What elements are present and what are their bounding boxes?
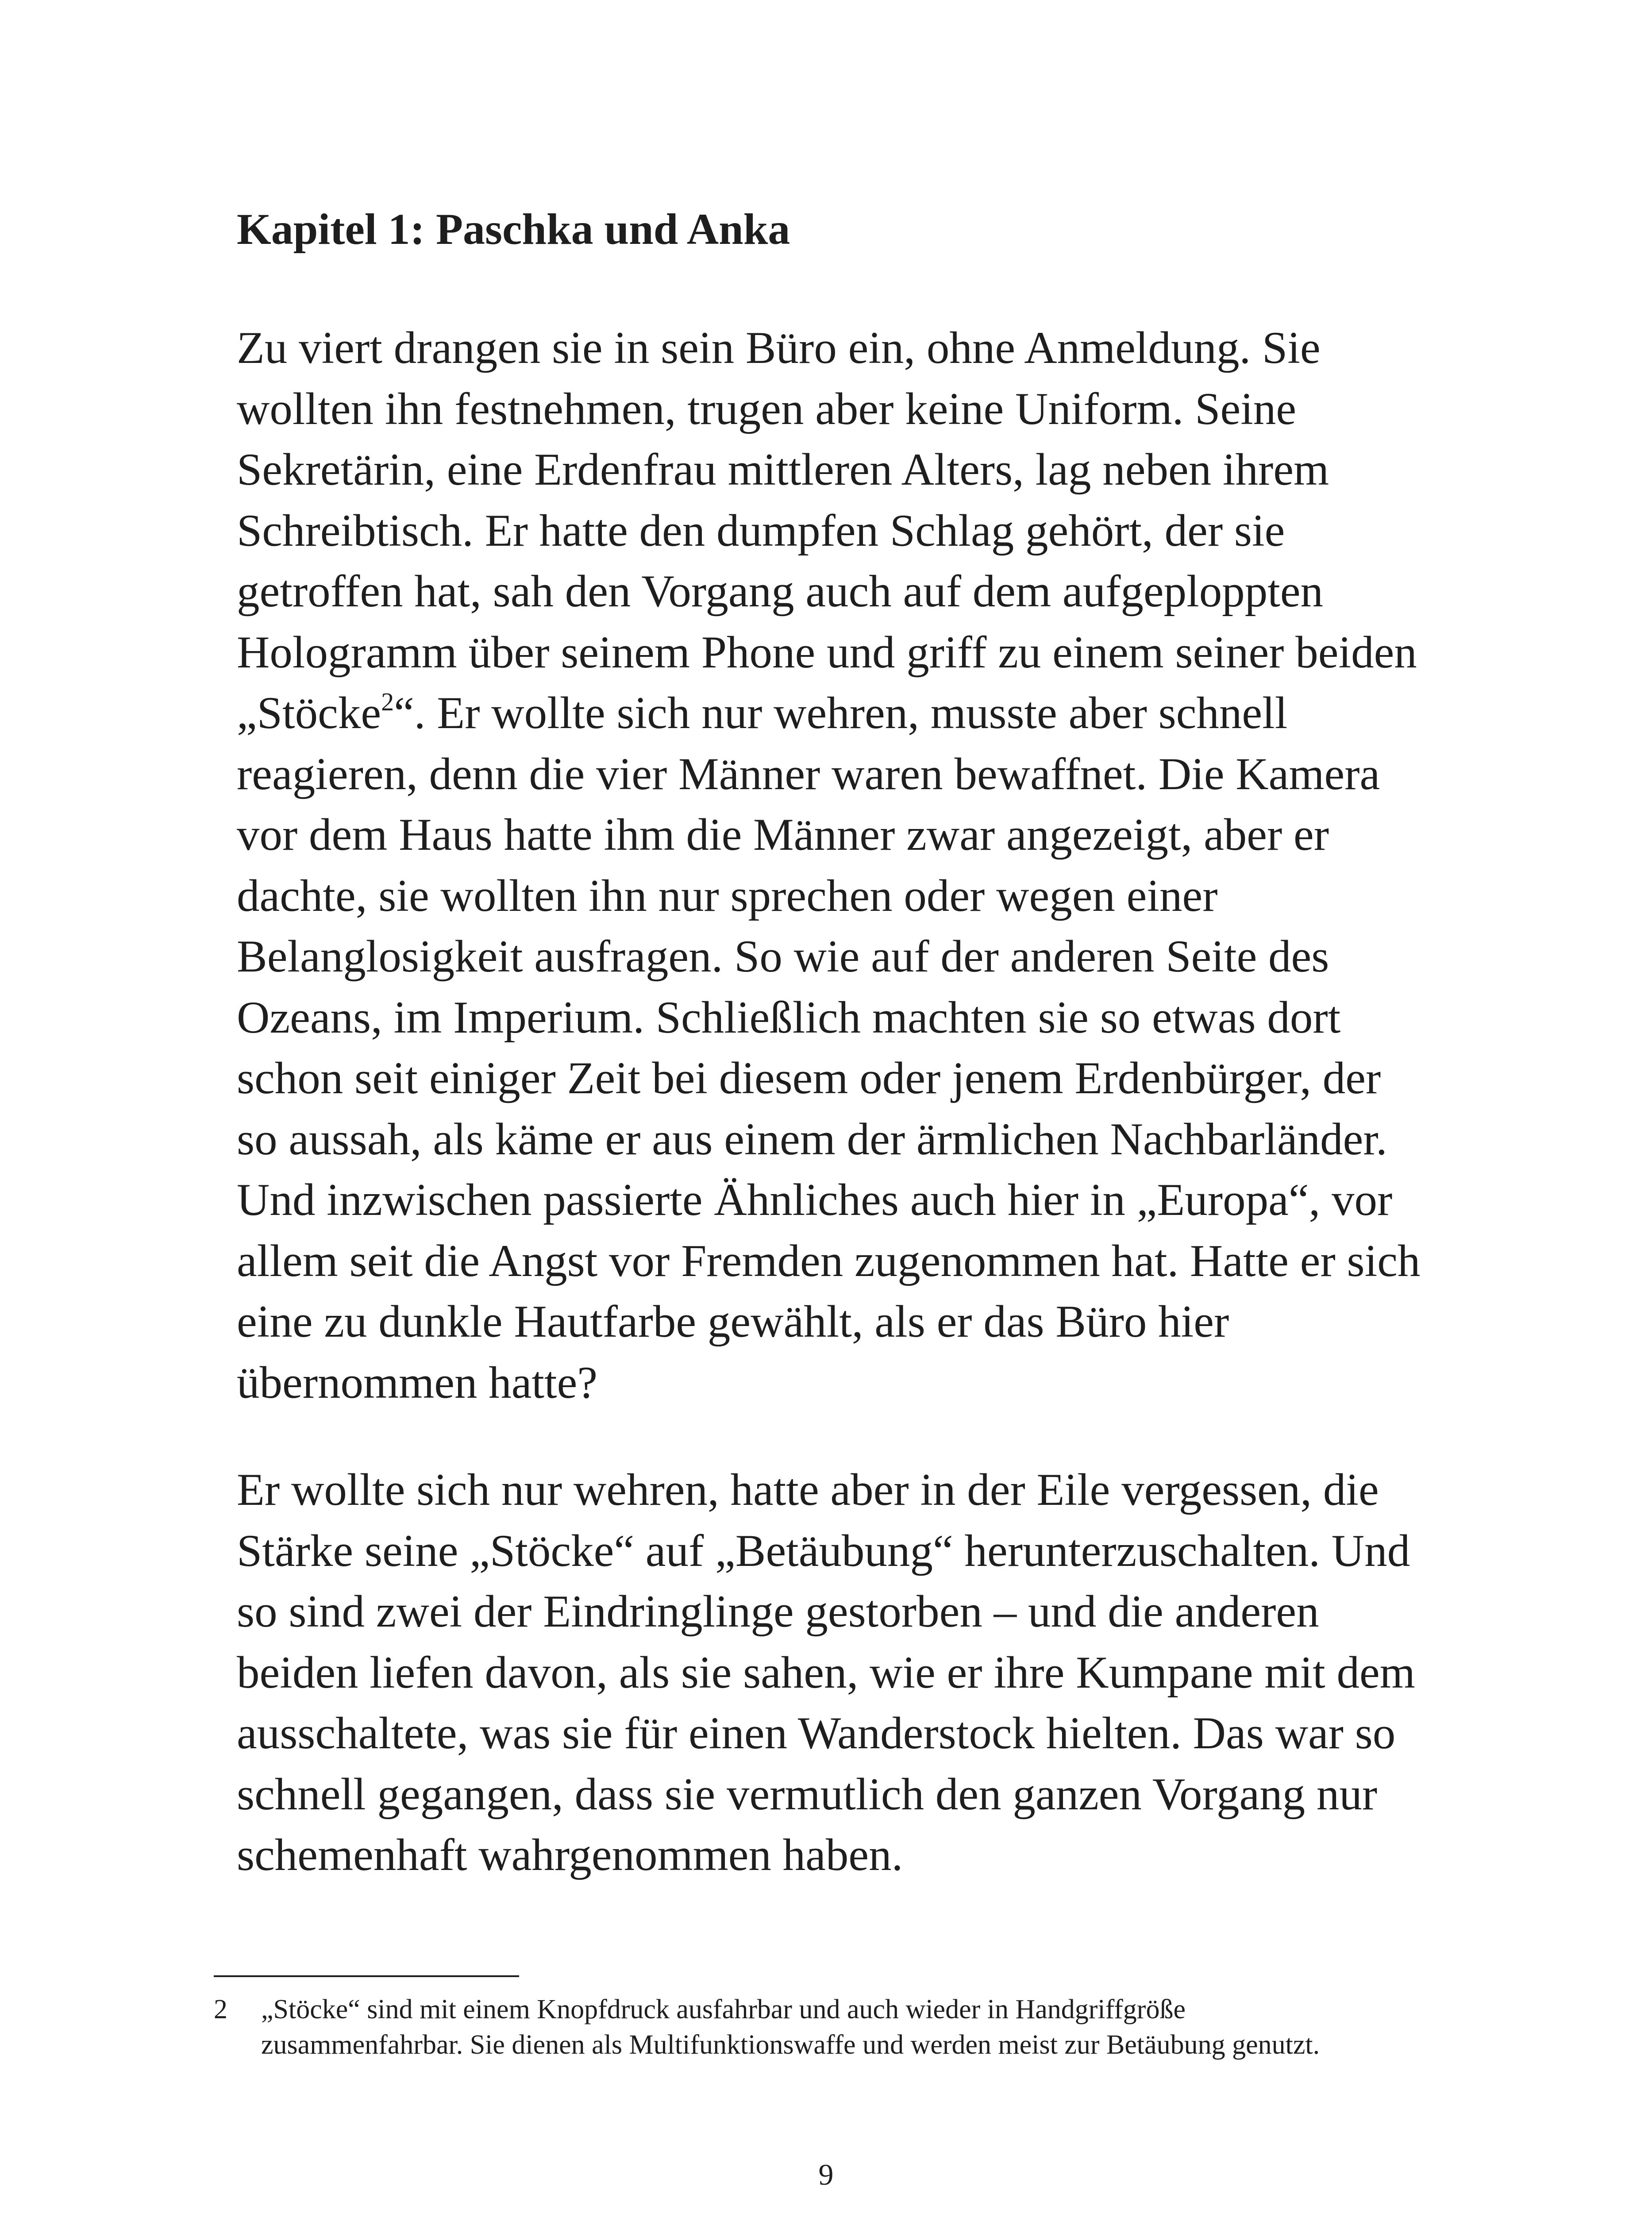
text-line: Sekretärin, eine Erdenfrau mittleren Alters, lag neben ihrem xyxy=(237,444,1329,495)
text-line: eine zu dunkle Hautfarbe gewählt, als er das Büro hier xyxy=(237,1296,1229,1347)
footnote-number: 2 xyxy=(214,1994,227,2024)
text-line: Schreibtisch. Er hatte den dumpfen Schlag gehört, der sie xyxy=(237,505,1285,556)
footnote-line: zusammenfahrbar. Sie dienen als Multifunktionswaffe und werden meist zur Betäubung genutzt. xyxy=(261,2030,1320,2060)
text-line: Belanglosigkeit ausfragen. So wie auf der anderen Seite des xyxy=(237,931,1329,982)
text-line: Hologramm über seinem Phone und griff zu einem seiner beiden xyxy=(237,627,1417,678)
text-fragment: „Stöcke xyxy=(237,688,381,738)
footnote-divider xyxy=(214,1975,519,1977)
body-paragraph-2 xyxy=(237,1460,1476,1886)
text-line: schnell gegangen, dass sie vermutlich den ganzen Vorgang nur xyxy=(237,1769,1378,1820)
text-line: ausschaltete, was sie für einen Wanderstock hielten. Das war so xyxy=(237,1708,1396,1758)
text-line: wollten ihn festnehmen, trugen aber keine Uniform. Seine xyxy=(237,383,1297,434)
text-line: Ozeans, im Imperium. Schließlich machten sie so etwas dort xyxy=(237,992,1341,1043)
text-line: allem seit die Angst vor Fremden zugenommen hat. Hatte er sich xyxy=(237,1235,1421,1286)
body-paragraph-1 xyxy=(237,318,1476,1413)
page-number: 9 xyxy=(818,2158,834,2191)
text-line: so aussah, als käme er aus einem der ärmlichen Nachbarländer. xyxy=(237,1114,1387,1164)
text-line: übernommen hatte? xyxy=(237,1357,598,1408)
text-line: schon seit einiger Zeit bei diesem oder jenem Erdenbürger, der xyxy=(237,1053,1381,1103)
text-line: schemenhaft wahrgenommen haben. xyxy=(237,1830,903,1880)
footnote-reference[interactable]: 2 xyxy=(381,687,394,716)
text-line: so sind zwei der Eindringlinge gestorben – und die anderen xyxy=(237,1586,1319,1637)
text-line: Er wollte sich nur wehren, hatte aber in der Eile vergessen, die xyxy=(237,1465,1379,1515)
text-line: Stärke seine „Stöcke“ auf „Betäubung“ herunterzuschalten. Und xyxy=(237,1525,1410,1576)
text-line: beiden liefen davon, als sie sahen, wie er ihre Kumpane mit dem xyxy=(237,1647,1415,1698)
footnote-text xyxy=(261,1992,1474,2063)
footnote-line: „Stöcke“ sind mit einem Knopfdruck ausfahrbar und auch wieder in Handgriffgröße xyxy=(261,1994,1186,2024)
text-line: dachte, sie wollten ihn nur sprechen oder wegen einer xyxy=(237,870,1218,921)
text-line-with-footnote-ref xyxy=(237,683,1476,744)
text-line: Zu viert drangen sie in sein Büro ein, ohne Anmeldung. Sie xyxy=(237,323,1321,373)
text-line: reagieren, denn die vier Männer waren bewaffnet. Die Kamera xyxy=(237,748,1380,799)
text-line: getroffen hat, sah den Vorgang auch auf dem aufgeploppten xyxy=(237,566,1324,617)
text-fragment: “. Er wollte sich nur wehren, musste aber schnell xyxy=(394,688,1288,738)
chapter-title: Kapitel 1: Paschka und Anka xyxy=(237,204,790,254)
text-line: Und inzwischen passierte Ähnliches auch hier in „Europa“, vor xyxy=(237,1175,1393,1225)
text-line: vor dem Haus hatte ihm die Männer zwar angezeigt, aber er xyxy=(237,810,1329,860)
